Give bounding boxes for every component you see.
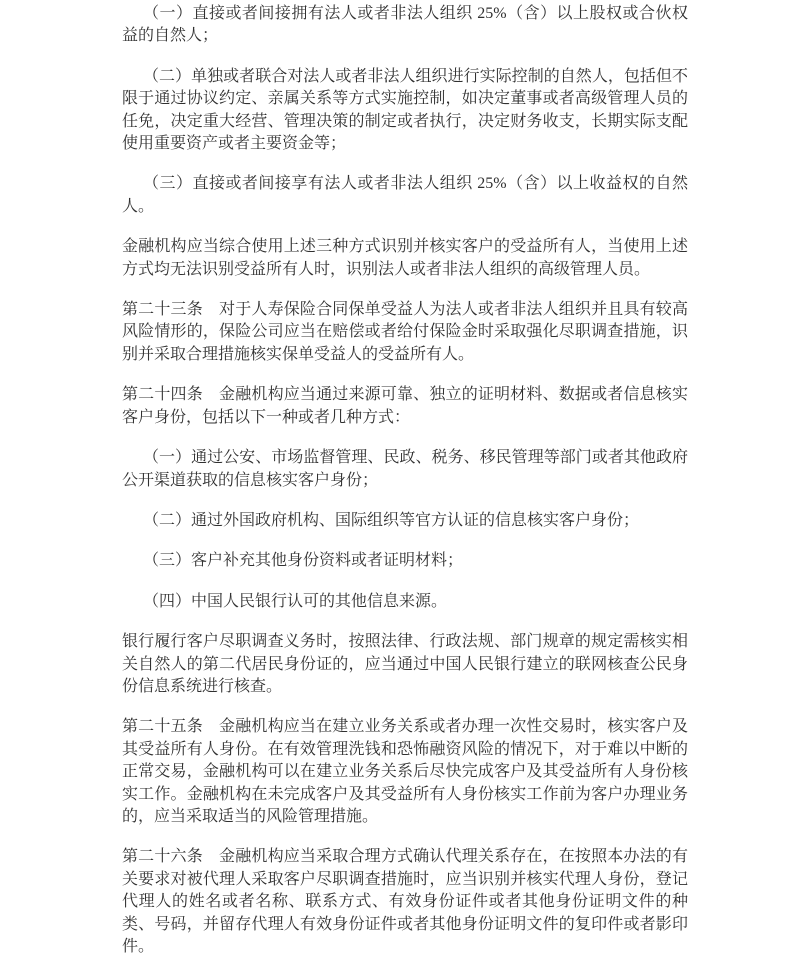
beneficial-owner-summary: 金融机构应当综合使用上述三种方式识别并核实客户的受益所有人，当使用上述方式均无法识别受益所有人时，识别法人或者非法人组织的高级管理人员。	[122, 238, 688, 278]
article-24-item-3: （三）客户补充其他身份资料或者证明材料；	[143, 552, 464, 570]
article-25-paragraph: 第二十五条 金融机构应当在建立业务关系或者办理一次性交易时，核实客户及其受益所有人身份。在有效管理洗钱和恐怖融资风险的情况下，对于难以中断的正常交易，金融机构可以在建立业务关系后尽快完成客户及其受益所有人身份核实工作。金融机构在未完成客户及其受益所有人身份核实工作前为客户办理业务的，应当采取适当的风险管理措施。	[122, 718, 688, 825]
article-24-item-1: （一）通过公安、市场监督管理、民政、税务、移民管理等部门或者其他政府公开渠道获取的信息核实客户身份；	[122, 449, 688, 489]
clause-item-3: （三）直接或者间接享有法人或者非法人组织 25%（含）以上收益权的自然人。	[122, 175, 688, 215]
article-24-paragraph: 第二十四条 金融机构应当通过来源可靠、独立的证明材料、数据或者信息核实客户身份，包括以下一种或者几种方式：	[122, 386, 688, 426]
article-26-paragraph: 第二十六条 金融机构应当采取合理方式确认代理关系存在，在按照本办法的有关要求对被代理人采取客户尽职调查措施时，应当识别并核实代理人身份，登记代理人的姓名或者名称、联系方式、有效身份证件或者其他身份证明文件的种类、号码，并留存代理人有效身份证件或者其他身份证明文件的复印件或者影印件。	[122, 848, 688, 955]
clause-item-2: （二）单独或者联合对法人或者非法人组织进行实际控制的自然人，包括但不限于通过协议约定、亲属关系等方式实施控制，如决定董事或者高级管理人员的任免，决定重大经营、管理决策的制定或者执行，决定财务收支，长期实际支配使用重要资产或者主要资金等；	[122, 67, 688, 153]
clause-item-1: （一）直接或者间接拥有法人或者非法人组织 25%（含）以上股权或合伙权益的自然人；	[122, 5, 688, 45]
document-body	[122, 3, 688, 976]
article-23-paragraph: 第二十三条 对于人寿保险合同保单受益人为法人或者非法人组织并且具有较高风险情形的，保险公司应当在赔偿或者给付保险金时采取强化尽职调查措施，识别并采取合理措施核实保单受益人的受益所有人。	[122, 301, 688, 363]
bank-id-verification-paragraph: 银行履行客户尽职调查义务时，按照法律、行政法规、部门规章的规定需核实相关自然人的第二代居民身份证的，应当通过中国人民银行建立的联网核查公民身份信息系统进行核查。	[122, 633, 688, 695]
article-24-item-4: （四）中国人民银行认可的其他信息来源。	[143, 592, 448, 610]
article-24-item-2: （二）通过外国政府机构、国际组织等官方认证的信息核实客户身份；	[143, 511, 640, 529]
